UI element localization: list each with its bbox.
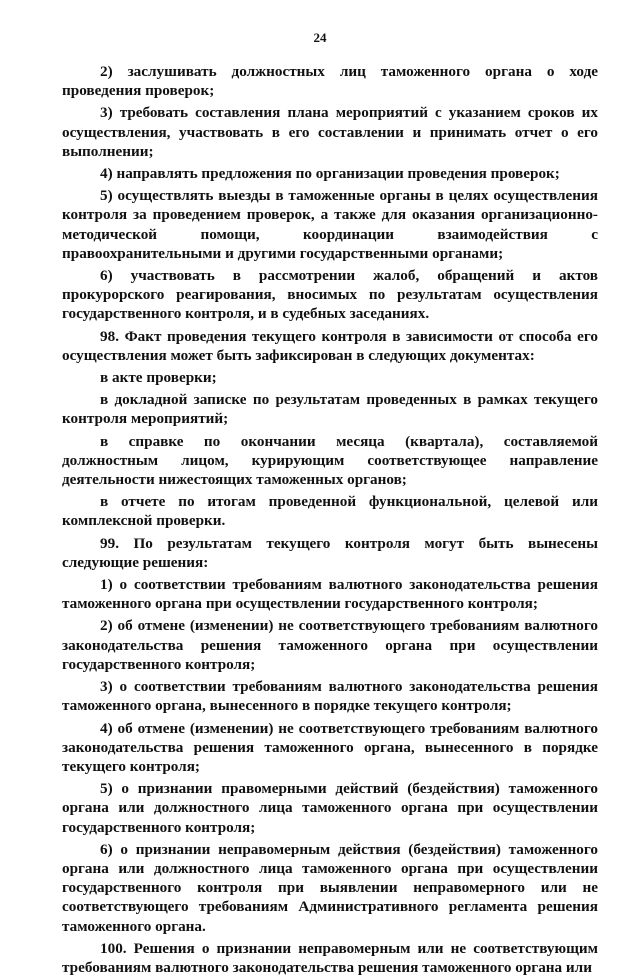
paragraph-control-4: 4) направлять предложения по организации проведения проверок; [100,165,560,183]
paragraph-control-2: 2) заслушивать должностных лиц таможенного органа о ходе проведения проверок; [62,63,598,100]
paragraph-98: 98. Факт проведения текущего контроля в зависимости от способа его осуществления может быть зафиксирован в следующих документах: [62,327,598,364]
paragraph-control-5: 5) осуществлять выезды в таможенные органы в целях осуществления контроля за проведением проверок, а также для оказания организационно-методической помощи, координации взаимодействия с правоохранительными и другими государственными органами; [62,187,598,262]
paragraph-99-item-2: 2) об отмене (изменении) не соответствующего требованиям валютного законодательства решения таможенного органа при осуществлении государственного контроля; [62,617,598,673]
paragraph-98-item-4: в отчете по итогам проведенной функциональной, целевой или комплексной проверки. [62,493,598,530]
paragraph-99: 99. По результатам текущего контроля могут быть вынесены следующие решения: [62,534,598,571]
paragraph-99-item-4: 4) об отмене (изменении) не соответствующего требованиям валютного законодательства решения таможенного органа, вынесенного в порядке текущего контроля; [62,719,598,775]
page-number: 24 [313,30,327,45]
paragraph-99-item-3: 3) о соответствии требованиям валютного законодательства решения таможенного органа, вынесенного в порядке текущего контроля; [62,678,598,715]
paragraph-98-item-2: в докладной записке по результатам проведенных в рамках текущего контроля мероприятий; [62,391,598,428]
paragraph-99-item-5: 5) о признании правомерными действий (бездействия) таможенного органа или должностного лица таможенного органа при осуществлении государственного контроля; [62,780,598,836]
paragraph-98-item-3: в справке по окончании месяца (квартала), составляемой должностным лицом, курирующим соответствующее направление деятельности нижестоящих таможенных органов; [62,432,598,489]
paragraph-99-item-1: 1) о соответствии требованиям валютного законодательства решения таможенного органа при осуществлении государственного контроля; [62,576,598,613]
paragraph-control-6: 6) участвовать в рассмотрении жалоб, обращений и актов прокурорского реагирования, вносимых по результатам осуществления государственного контроля, и в судебных заседаниях. [62,267,598,323]
paragraph-100: 100. Решения о признании неправомерным или не соответствующим требованиям валютного законодательства решения таможенного органа или [62,939,598,976]
paragraph-control-3: 3) требовать составления плана мероприятий с указанием сроков их осуществления, участвовать в его составлении и принимать отчет о его выполнении; [62,104,598,160]
paragraph-99-item-6: 6) о признании неправомерным действия (бездействия) таможенного органа или должностного лица таможенного органа при осуществлении государственного контроля при выявлении неправомерного или не соответствующего требованиям Административного регламента решения таможенного органа. [62,840,598,935]
document-body [62,62,598,980]
paragraph-98-item-1: в акте проверки; [100,369,217,387]
